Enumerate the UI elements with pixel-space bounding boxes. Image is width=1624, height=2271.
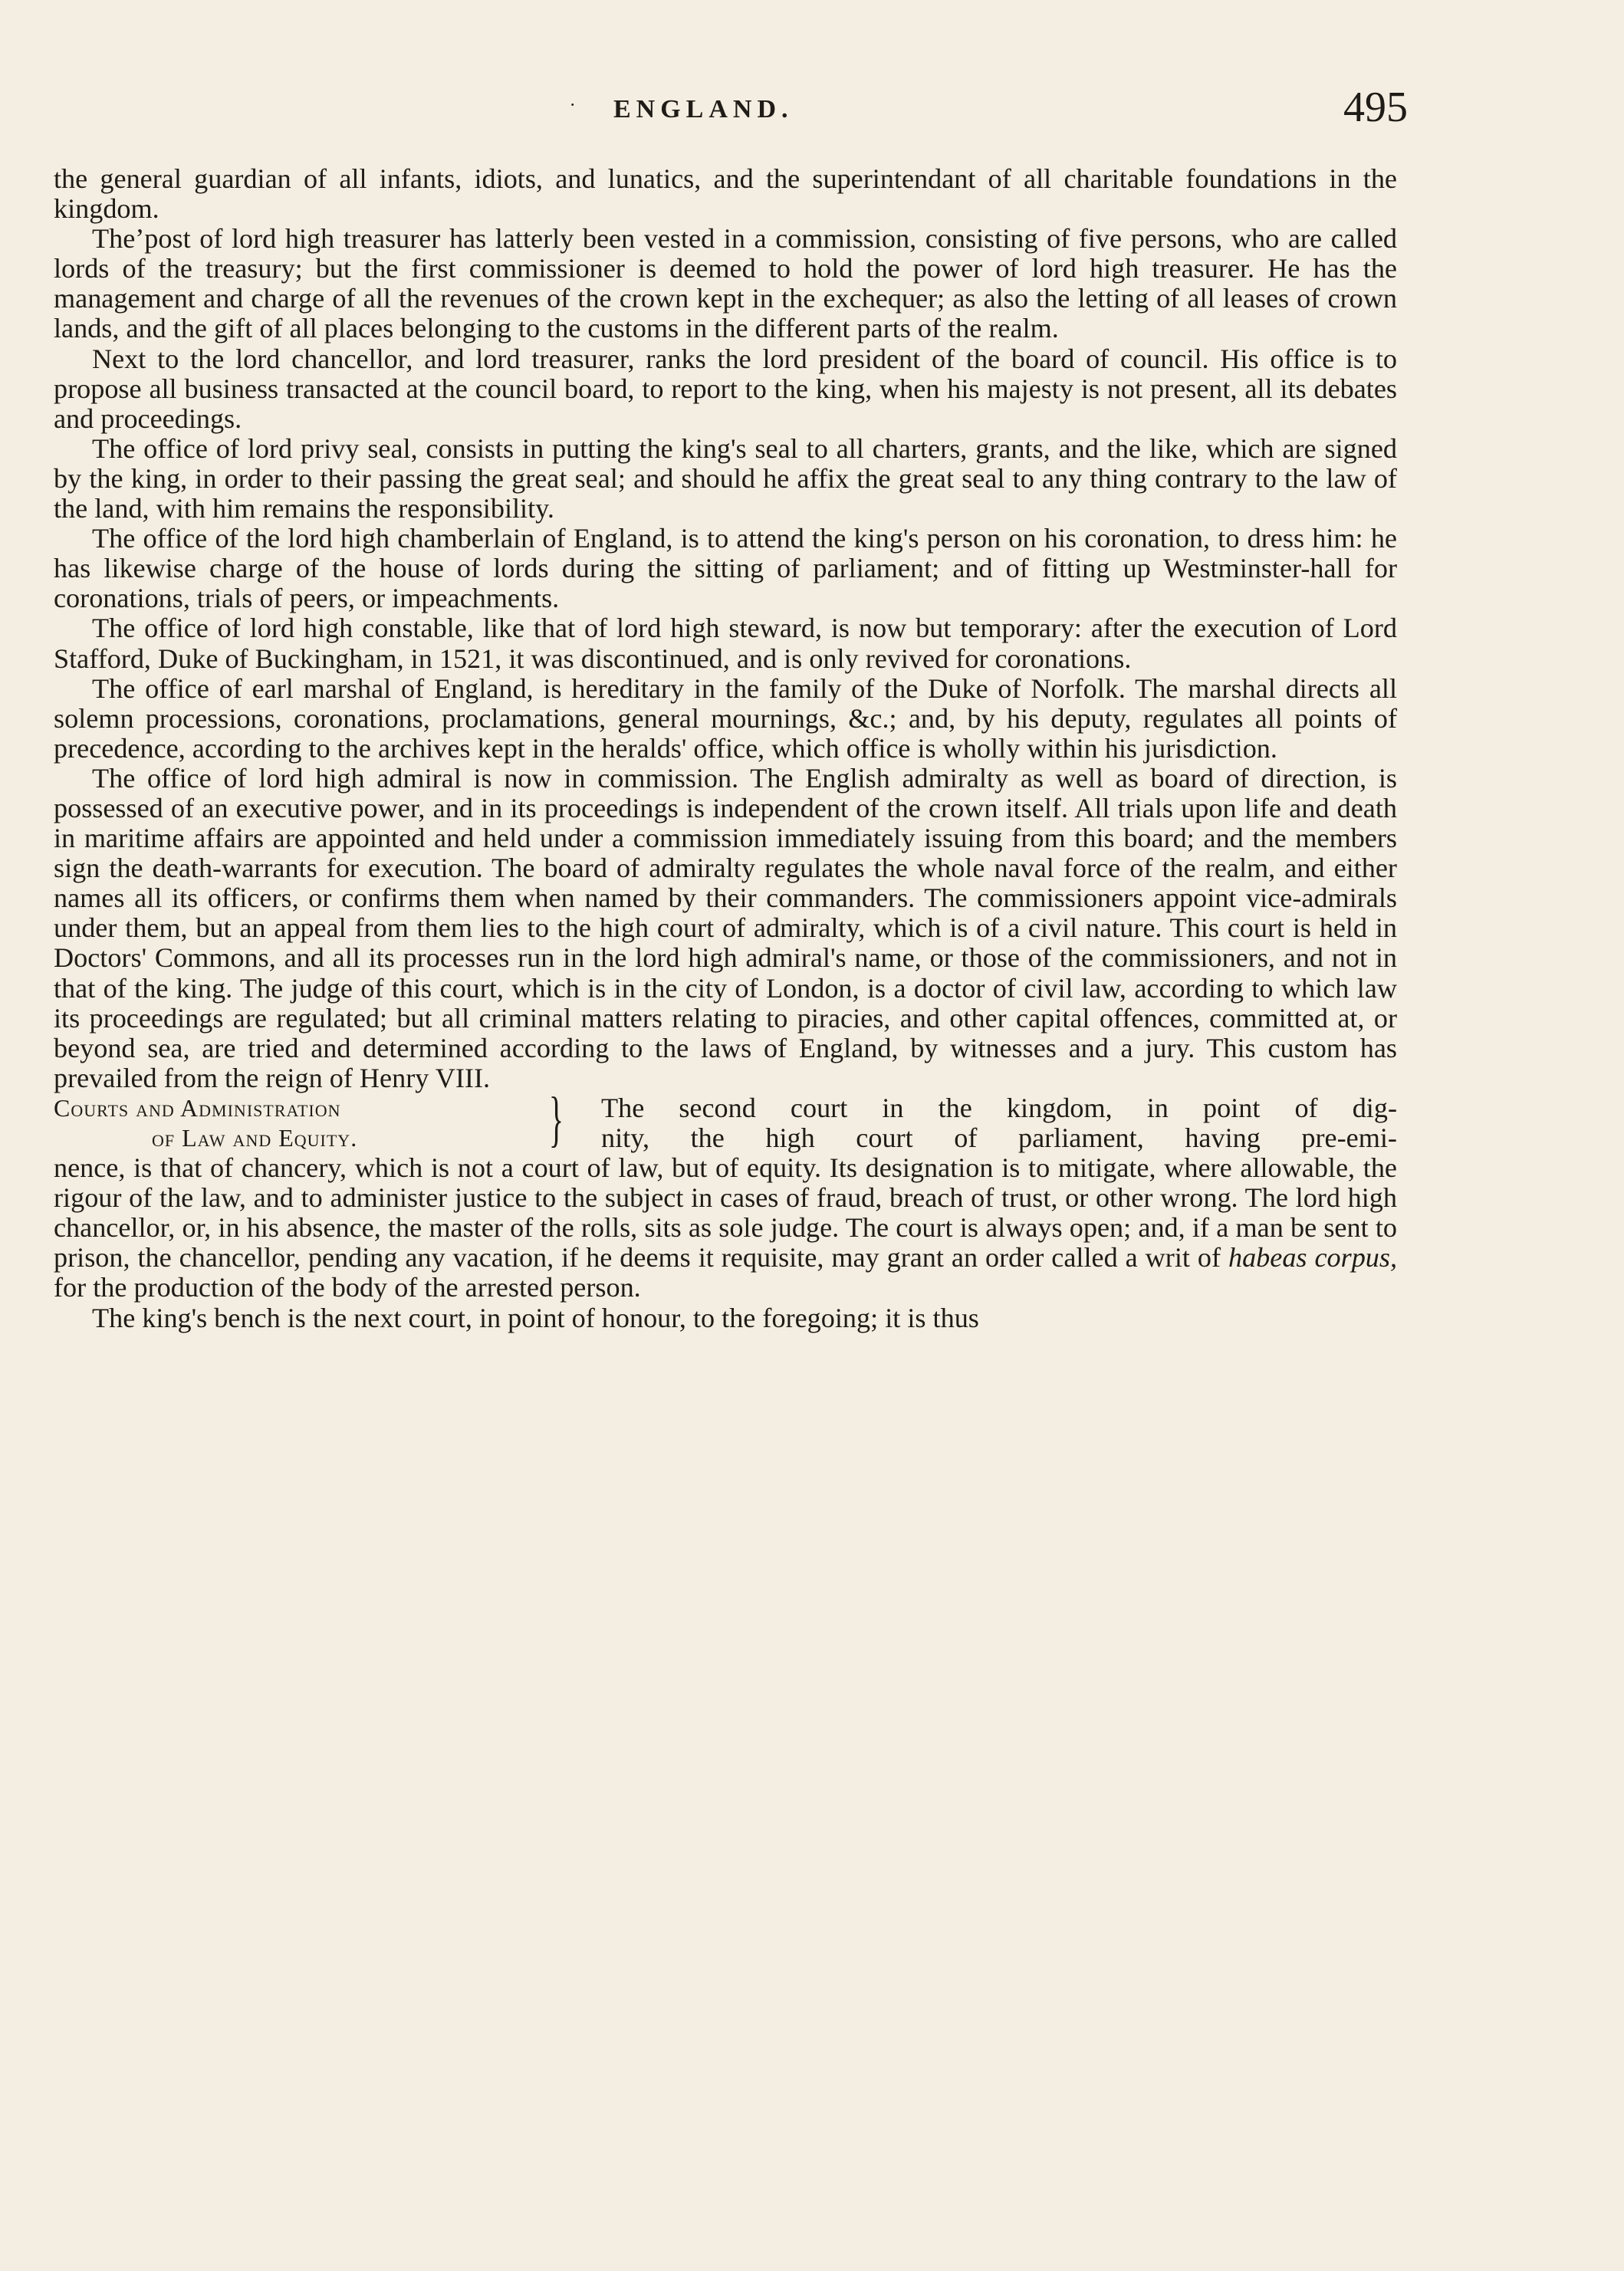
section-heading xyxy=(41,1085,593,1153)
section-courts xyxy=(41,1085,1397,1153)
section-heading-line2: of Law and Equity. xyxy=(152,1123,358,1152)
section-heading-line1: Courts and Administration xyxy=(54,1093,341,1122)
header-mark: ˙ xyxy=(569,100,577,123)
chancery-text: nence, is that of chancery, which is not a court of law, but of equity. Its designation is to mitigate, where allowable, the rigour of the law, and to administer justice to the subject in cases of fraud, breach of trust, or other wrong. The lord high chancellor, or, in his absence, the master of the rolls, sits as sole judge. The court is always open; and, if a man be sent to prison, the chancellor, pending any vacation, if he deems it requisite, may grant an order called a writ of xyxy=(54,1152,1397,1274)
chancery-text-end: for the production of the body of the arrested person. xyxy=(54,1272,641,1303)
section-side-line2: nity, the high court of parliament, having pre-emi- xyxy=(601,1122,1397,1153)
section-side-line1: The second court in the kingdom, in point of dig- xyxy=(601,1092,1397,1123)
paragraph-chancery xyxy=(54,1153,1397,1303)
habeas-corpus-phrase: habeas corpus, xyxy=(1228,1242,1398,1274)
paragraph-privy-seal: The office of lord privy seal, consists in putting the king's seal to all charters, grants, and the like, which are signed by the king, in order to their passing the great seal; and should he affix the great seal to any thing contrary to the law of the land, with him remains the responsibility. xyxy=(54,432,1397,524)
page-number: 495 xyxy=(1343,84,1408,131)
paragraph-president: Next to the lord chancellor, and lord treasurer, ranks the lord president of the board of council. His office is to propose all business transacted at the council board, to report to the king, when his majesty is not present, all its debates and proceedings. xyxy=(54,343,1397,434)
brace-mark: } xyxy=(548,1085,564,1153)
paragraph-constable: The office of lord high constable, like that of lord high steward, is now but temporary: after the execution of Lord Stafford, Duke of Buckingham, in 1521, it was discontinued, and is only revived for coronations. xyxy=(54,613,1397,674)
running-header xyxy=(0,84,1624,136)
paragraph-guardian: the general guardian of all infants, idiots, and lunatics, and the superintendant of all charitable foundations in the kingdom. xyxy=(54,163,1397,225)
paragraph-earl-marshal: The office of earl marshal of England, is hereditary in the family of the Duke of Norfolk. The marshal directs all solemn processions, coronations, proclamations, general mournings, &c.; and, by his deputy, regulates all points of precedence, according to the archives kept in the heralds' office, which office is wholly within his jurisdiction. xyxy=(54,672,1397,764)
paragraph-chamberlain: The office of the lord high chamberlain of England, is to attend the king's person on his coronation, to dress him: he has likewise charge of the house of lords during the sitting of parliament; and of fitting up Westminster-hall for coronations, trials of peers, or impeachments. xyxy=(54,523,1397,614)
paragraph-treasurer: Theʼpost of lord high treasurer has latterly been vested in a commission, consisting of five persons, who are called lords of the treasury; but the first commissioner is deemed to hold the power of lord high treasurer. He has the management and charge of all the revenues of the crown kept in the exchequer; as also the letting of all leases of crown lands, and the gift of all places belonging to the customs in the different parts of the realm. xyxy=(54,223,1397,344)
section-side-text xyxy=(601,1093,1397,1153)
header-title: ENGLAND. xyxy=(613,95,794,123)
paragraph-kings-bench: The king's bench is the next court, in point of honour, to the foregoing; it is thus xyxy=(92,1302,979,1333)
page-body xyxy=(54,164,1397,1333)
paragraph-admiral: The office of lord high admiral is now in commission. The English admiralty as well as board of direction, is possessed of an executive power, and in its proceedings is independent of the crown itself. All trials upon life and death in maritime affairs are appointed and held under a commission immediately issuing from this board; and the members sign the death-warrants for execution. The board of admiralty regulates the whole naval force of the realm, and either names all its officers, or confirms them when named by their commanders. The commissioners appoint vice-admirals under them, but an appeal from them lies to the high court of admiralty, which is of a civil nature. This court is held in Doctors' Commons, and all its processes run in the lord high admiral's name, or those of the commissioners, and not in that of the king. The judge of this court, which is in the city of London, is a doctor of civil law, according to which law its proceedings are regulated; but all criminal matters relating to piracies, and other capital offences, committed at, or beyond sea, are tried and determined according to the laws of England, by witnesses and a jury. This custom has prevailed from the reign of Henry VIII. xyxy=(54,762,1397,1093)
